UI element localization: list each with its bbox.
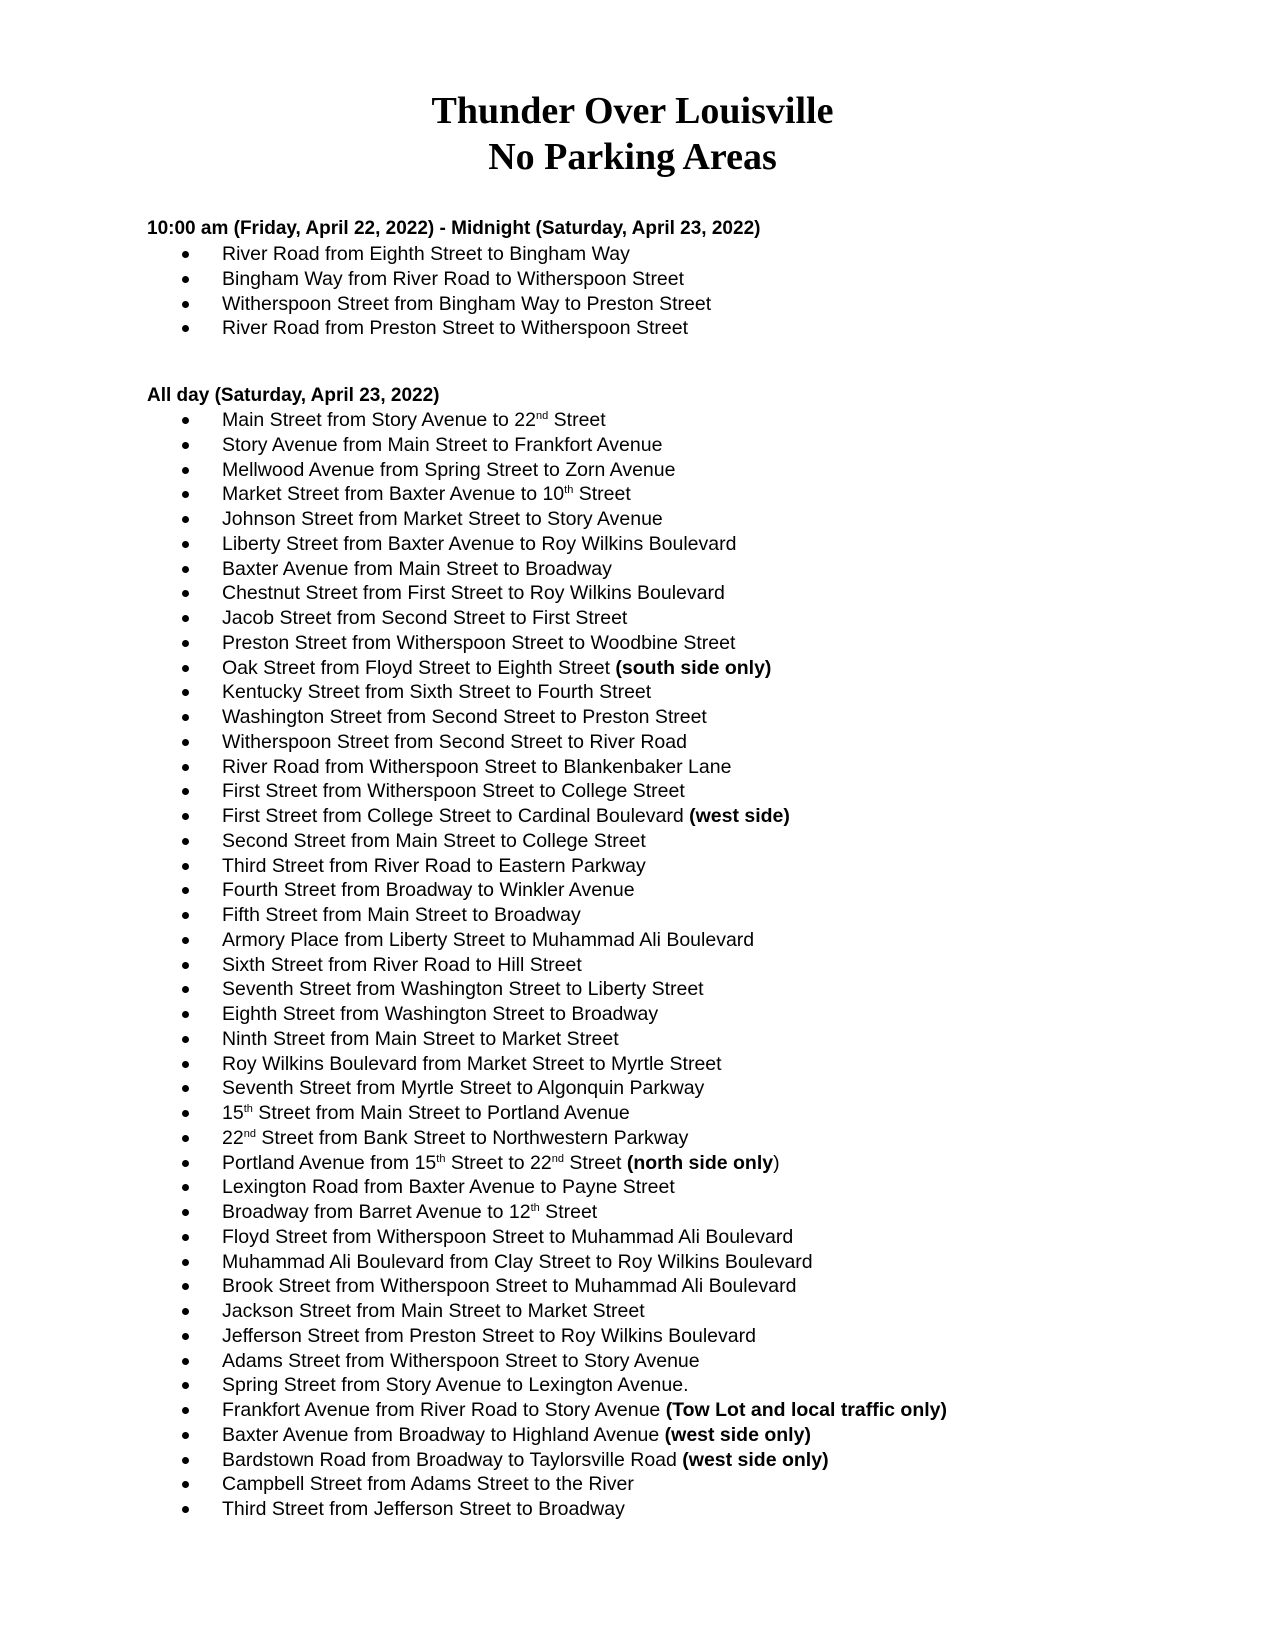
bullet-icon: [182, 813, 189, 820]
street-segment-text: Armory Place from Liberty Street to Muhammad Ali Boulevard: [222, 928, 755, 951]
street-segment-text: [222, 1398, 947, 1422]
bullet-icon: [182, 937, 189, 944]
street-segment-text: Roy Wilkins Boulevard from Market Street to Myrtle Street: [222, 1052, 722, 1075]
street-segment-text: Baxter Avenue from Main Street to Broadway: [222, 557, 612, 580]
bullet-icon: [182, 1481, 189, 1488]
street-segment-text: Third Street from Jefferson Street to Broadway: [222, 1498, 625, 1520]
section-heading-friday: 10:00 am (Friday, April 22, 2022) - Midnight (Saturday, April 23, 2022): [147, 218, 761, 239]
item-text-part: 22: [222, 1126, 244, 1149]
street-segment-text: Witherspoon Street from Second Street to River Road: [222, 730, 687, 753]
bullet-icon: [182, 887, 189, 894]
bullet-icon: [182, 442, 189, 449]
street-segment-text: [222, 656, 771, 680]
street-segment-text: River Road from Preston Street to Witherspoon Street: [222, 317, 689, 340]
bullet-icon: [182, 1432, 189, 1439]
bullet-icon: [182, 251, 189, 258]
street-segment-text: Eighth Street from Washington Street to Broadway: [222, 1003, 659, 1025]
item-text-part: Portland Avenue from 15: [222, 1151, 437, 1174]
street-segment-text: River Road from Witherspoon Street to Blankenbaker Lane: [222, 755, 732, 778]
street-segment-text: Kentucky Street from Sixth Street to Fourth Street: [222, 681, 652, 704]
street-segment-text: [222, 482, 631, 506]
item-text-part: Bardstown Road from Broadway to Taylorsville Road: [222, 1448, 683, 1471]
street-segment-text: Seventh Street from Myrtle Street to Algonquin Parkway: [222, 1077, 705, 1100]
ordinal-suffix: th: [564, 484, 574, 497]
street-segment-text: Jackson Street from Main Street to Market Street: [222, 1300, 645, 1322]
item-text-part: Frankfort Avenue from River Road to Story Avenue: [222, 1399, 666, 1421]
ordinal-suffix: nd: [535, 410, 549, 422]
item-text-part: Broadway from Barret Avenue to 12: [222, 1201, 531, 1223]
bullet-icon: [182, 1407, 189, 1414]
street-segment-text: [222, 1200, 597, 1224]
bullet-icon: [182, 1259, 189, 1266]
street-segment-text: [222, 408, 606, 432]
street-segment-text: Chestnut Street from First Street to Roy Wilkins Boulevard: [222, 582, 725, 605]
bullet-icon: [182, 788, 189, 795]
bullet-icon: [182, 1110, 189, 1117]
bullet-icon: [182, 986, 189, 993]
item-text-part: 15: [222, 1102, 244, 1124]
bullet-icon: [182, 962, 189, 969]
street-segment-text: Fifth Street from Main Street to Broadway: [222, 904, 581, 926]
item-text-part: Street to 22: [445, 1151, 552, 1174]
bullet-icon: [182, 764, 189, 771]
street-segment-text: Muhammad Ali Boulevard from Clay Street to Roy Wilkins Boulevard: [222, 1250, 813, 1273]
ordinal-suffix: th: [436, 1152, 446, 1165]
item-text-part: Market Street from Baxter Avenue to 10: [222, 483, 565, 506]
title-line-1: Thunder Over Louisville: [431, 90, 834, 132]
street-segment-text: [222, 1126, 688, 1150]
bullet-icon: [182, 838, 189, 845]
street-segment-text: Lexington Road from Baxter Avenue to Payne Street: [222, 1176, 675, 1199]
bullet-icon: [182, 1506, 189, 1513]
street-segment-text: Third Street from River Road to Eastern Parkway: [222, 854, 646, 877]
restriction-note: (north side only: [626, 1151, 774, 1174]
bullet-icon: [182, 1358, 189, 1365]
street-segment-text: Liberty Street from Baxter Avenue to Roy Wilkins Boulevard: [222, 532, 737, 555]
bullet-icon: [182, 665, 189, 672]
bullet-icon: [182, 417, 189, 424]
bullet-icon: [182, 491, 189, 498]
street-segment-text: Brook Street from Witherspoon Street to Muhammad Ali Boulevard: [222, 1275, 797, 1298]
street-segment-text: Floyd Street from Witherspoon Street to Muhammad Ali Boulevard: [222, 1225, 794, 1248]
bullet-icon: [182, 467, 189, 474]
bullet-icon: [182, 615, 189, 622]
bullet-icon: [182, 1457, 189, 1464]
bullet-icon: [182, 739, 189, 746]
bullet-icon: [182, 1011, 189, 1018]
street-segment-text: Sixth Street from River Road to Hill Street: [222, 953, 582, 976]
street-segment-text: [222, 1101, 630, 1125]
restriction-note: (south side only): [615, 656, 772, 679]
street-segment-text: Second Street from Main Street to College Street: [222, 829, 646, 852]
bullet-icon: [182, 1382, 189, 1389]
bullet-icon: [182, 1209, 189, 1216]
bullet-icon: [182, 689, 189, 696]
restriction-note: (Tow Lot and local traffic only): [665, 1399, 947, 1421]
bullet-icon: [182, 276, 189, 283]
street-segment-text: [222, 1423, 811, 1447]
bullet-icon: [182, 1085, 189, 1092]
street-segment-text: Seventh Street from Washington Street to Liberty Street: [222, 978, 704, 1001]
ordinal-suffix: nd: [551, 1152, 564, 1165]
bullet-icon: [182, 1234, 189, 1241]
bullet-icon: [182, 1160, 189, 1167]
street-segment-text: Johnson Street from Market Street to Story Avenue: [222, 508, 663, 530]
ordinal-suffix: th: [530, 1202, 540, 1214]
item-text-part: Street: [573, 483, 631, 506]
bullet-icon: [182, 1036, 189, 1043]
bullet-icon: [182, 1283, 189, 1290]
street-segment-text: Bingham Way from River Road to Witherspoon Street: [222, 267, 685, 290]
street-segment-text: River Road from Eighth Street to Bingham Way: [222, 243, 630, 265]
street-segment-text: [222, 804, 790, 828]
item-text-part: Street: [539, 1201, 598, 1223]
street-segment-text: [222, 1448, 829, 1472]
street-segment-text: Washington Street from Second Street to Preston Street: [222, 706, 707, 728]
street-segment-text: [222, 1151, 780, 1175]
bullet-icon: [182, 590, 189, 597]
bullet-icon: [182, 1308, 189, 1315]
bullet-icon: [182, 1135, 189, 1142]
section-heading-saturday: All day (Saturday, April 23, 2022): [147, 385, 440, 406]
street-segment-text: Jefferson Street from Preston Street to Roy Wilkins Boulevard: [222, 1324, 756, 1347]
bullet-icon: [182, 1184, 189, 1191]
item-text-part: Main Street from Story Avenue to 22: [222, 409, 536, 431]
item-text-part: ): [773, 1151, 780, 1174]
bullet-icon: [182, 301, 189, 308]
restriction-note: (west side only): [682, 1448, 829, 1471]
street-segment-text: Ninth Street from Main Street to Market Street: [222, 1027, 619, 1050]
street-segment-text: Adams Street from Witherspoon Street to Story Avenue: [222, 1349, 700, 1372]
bullet-icon: [182, 566, 189, 573]
ordinal-suffix: th: [243, 1103, 253, 1115]
restriction-note: (west side only): [664, 1423, 811, 1446]
item-text-part: First Street from College Street to Cardinal Boulevard: [222, 805, 690, 827]
ordinal-suffix: nd: [243, 1127, 256, 1140]
street-segment-text: Spring Street from Story Avenue to Lexington Avenue.: [222, 1374, 689, 1397]
street-segment-text: Story Avenue from Main Street to Frankfort Avenue: [222, 433, 663, 456]
street-segment-text: Fourth Street from Broadway to Winkler Avenue: [222, 879, 635, 902]
street-segment-text: Jacob Street from Second Street to First Street: [222, 607, 628, 629]
bullet-icon: [182, 714, 189, 721]
street-segment-text: Preston Street from Witherspoon Street to Woodbine Street: [222, 631, 736, 654]
bullet-icon: [182, 640, 189, 647]
bullet-icon: [182, 912, 189, 919]
bullet-icon: [182, 541, 189, 548]
bullet-icon: [182, 1333, 189, 1340]
street-segment-text: First Street from Witherspoon Street to College Street: [222, 780, 685, 803]
street-segment-text: Mellwood Avenue from Spring Street to Zorn Avenue: [222, 458, 676, 481]
street-segment-text: Witherspoon Street from Bingham Way to Preston Street: [222, 292, 712, 315]
bullet-icon: [182, 325, 189, 332]
item-text-part: Street from Main Street to Portland Avenue: [252, 1102, 630, 1124]
restriction-note: (west side): [689, 805, 790, 827]
item-text-part: Oak Street from Floyd Street to Eighth Street: [222, 656, 616, 679]
item-text-part: Street from Bank Street to Northwestern Parkway: [255, 1126, 689, 1149]
item-text-part: Street: [563, 1151, 627, 1174]
bullet-icon: [182, 516, 189, 523]
page-title: [0, 88, 1265, 180]
item-text-part: Street: [548, 409, 606, 431]
bullet-icon: [182, 863, 189, 870]
bullet-icon: [182, 1061, 189, 1068]
title-line-2: No Parking Areas: [488, 136, 777, 178]
street-segment-text: Campbell Street from Adams Street to the River: [222, 1473, 634, 1496]
item-text-part: Baxter Avenue from Broadway to Highland Avenue: [222, 1423, 665, 1446]
